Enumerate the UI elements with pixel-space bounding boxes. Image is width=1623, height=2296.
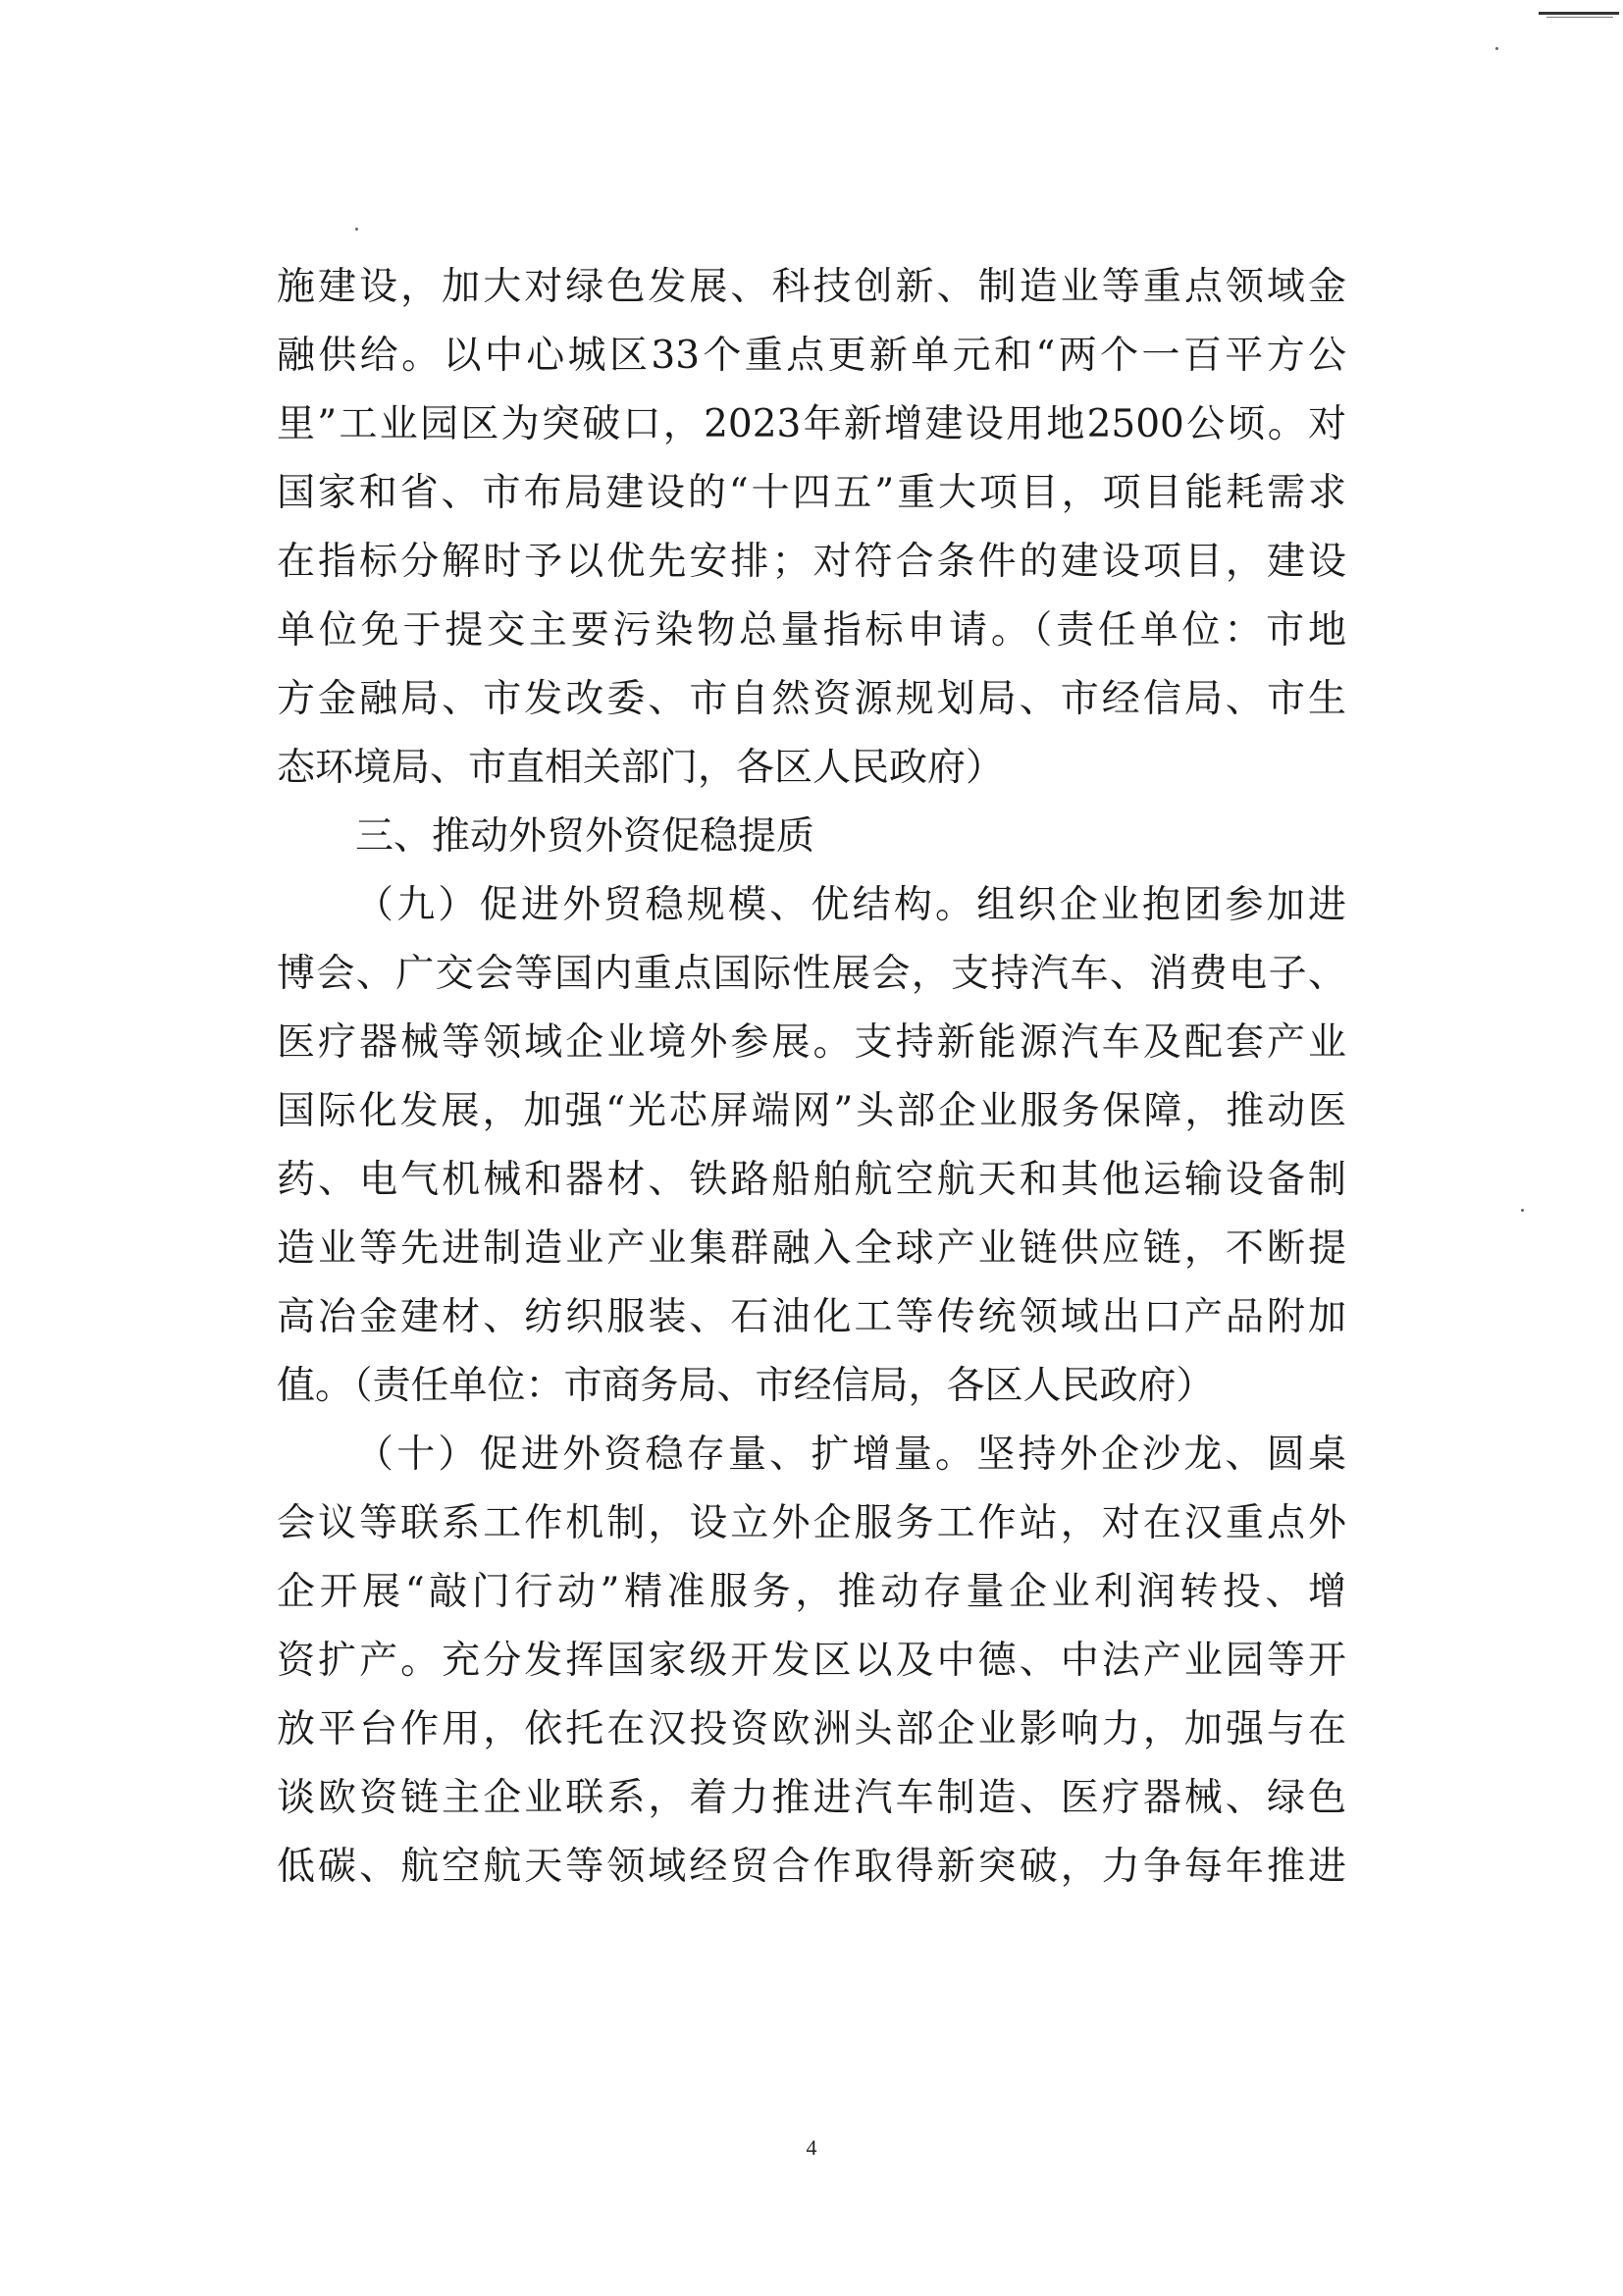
text-line: 放平台作用，依托在汉投资欧洲头部企业影响力，加强与在 — [277, 1707, 1346, 1751]
scan-speck — [355, 228, 358, 231]
text-line: 融供给。以中心城区33个重点更新单元和“两个一百平方公 — [277, 334, 1346, 378]
scan-speck — [1495, 47, 1498, 50]
text-line: 医疗器械等领域企业境外参展。支持新能源汽车及配套产业 — [277, 1020, 1346, 1065]
text-line: 药、电气机械和器材、铁路船舶航空航天和其他运输设备制 — [277, 1158, 1346, 1202]
text-line: 低碳、航空航天等领域经贸合作取得新突破，力争每年推进 — [277, 1845, 1346, 1889]
scan-edge-mark — [1546, 17, 1613, 18]
section-heading: 三、推动外贸外资促稳提质 — [355, 814, 815, 859]
text-line: 单位免于提交主要污染物总量指标申请。（责任单位：市地 — [277, 608, 1346, 652]
text-line: 博会、广交会等国内重点国际性展会，支持汽车、消费电子、 — [277, 952, 1346, 996]
text-line: 谈欧资链主企业联系，着力推进汽车制造、医疗器械、绿色 — [277, 1776, 1346, 1820]
text-line: 企开展“敲门行动”精准服务，推动存量企业利润转投、增 — [277, 1570, 1346, 1614]
scan-speck — [1521, 1209, 1524, 1212]
text-line: 会议等联系工作机制，设立外企服务工作站，对在汉重点外 — [277, 1501, 1346, 1545]
page-number: 4 — [806, 2135, 817, 2160]
text-line: 在指标分解时予以优先安排；对符合条件的建设项目，建设 — [277, 540, 1346, 584]
body-text — [277, 253, 1346, 1902]
text-line: 方金融局、市发改委、市自然资源规划局、市经信局、市生 — [277, 677, 1346, 721]
paragraph-start: （九）促进外贸稳规模、优结构。组织企业抱团参加进 — [355, 883, 1346, 927]
text-line: 资扩产。充分发挥国家级开发区以及中德、中法产业园等开 — [277, 1639, 1346, 1683]
text-line: 值。（责任单位：市商务局、市经信局，各区人民政府） — [277, 1364, 1215, 1408]
text-line: 态环境局、市直相关部门，各区人民政府） — [277, 746, 1005, 790]
text-line: 国际化发展，加强“光芯屏端网”头部企业服务保障，推动医 — [277, 1089, 1346, 1133]
scan-edge-mark — [1539, 12, 1619, 15]
text-line: 施建设，加大对绿色发展、科技创新、制造业等重点领域金 — [277, 265, 1346, 309]
text-line: 高冶金建材、纺织服装、石油化工等传统领域出口产品附加 — [277, 1295, 1346, 1339]
paragraph-start: （十）促进外资稳存量、扩增量。坚持外企沙龙、圆桌 — [355, 1433, 1346, 1477]
text-line: 造业等先进制造业产业集群融入全球产业链供应链，不断提 — [277, 1226, 1346, 1271]
text-line: 国家和省、市布局建设的“十四五”重大项目，项目能耗需求 — [277, 471, 1346, 515]
text-line: 里”工业园区为突破口，2023年新增建设用地2500公顷。对 — [277, 402, 1346, 446]
